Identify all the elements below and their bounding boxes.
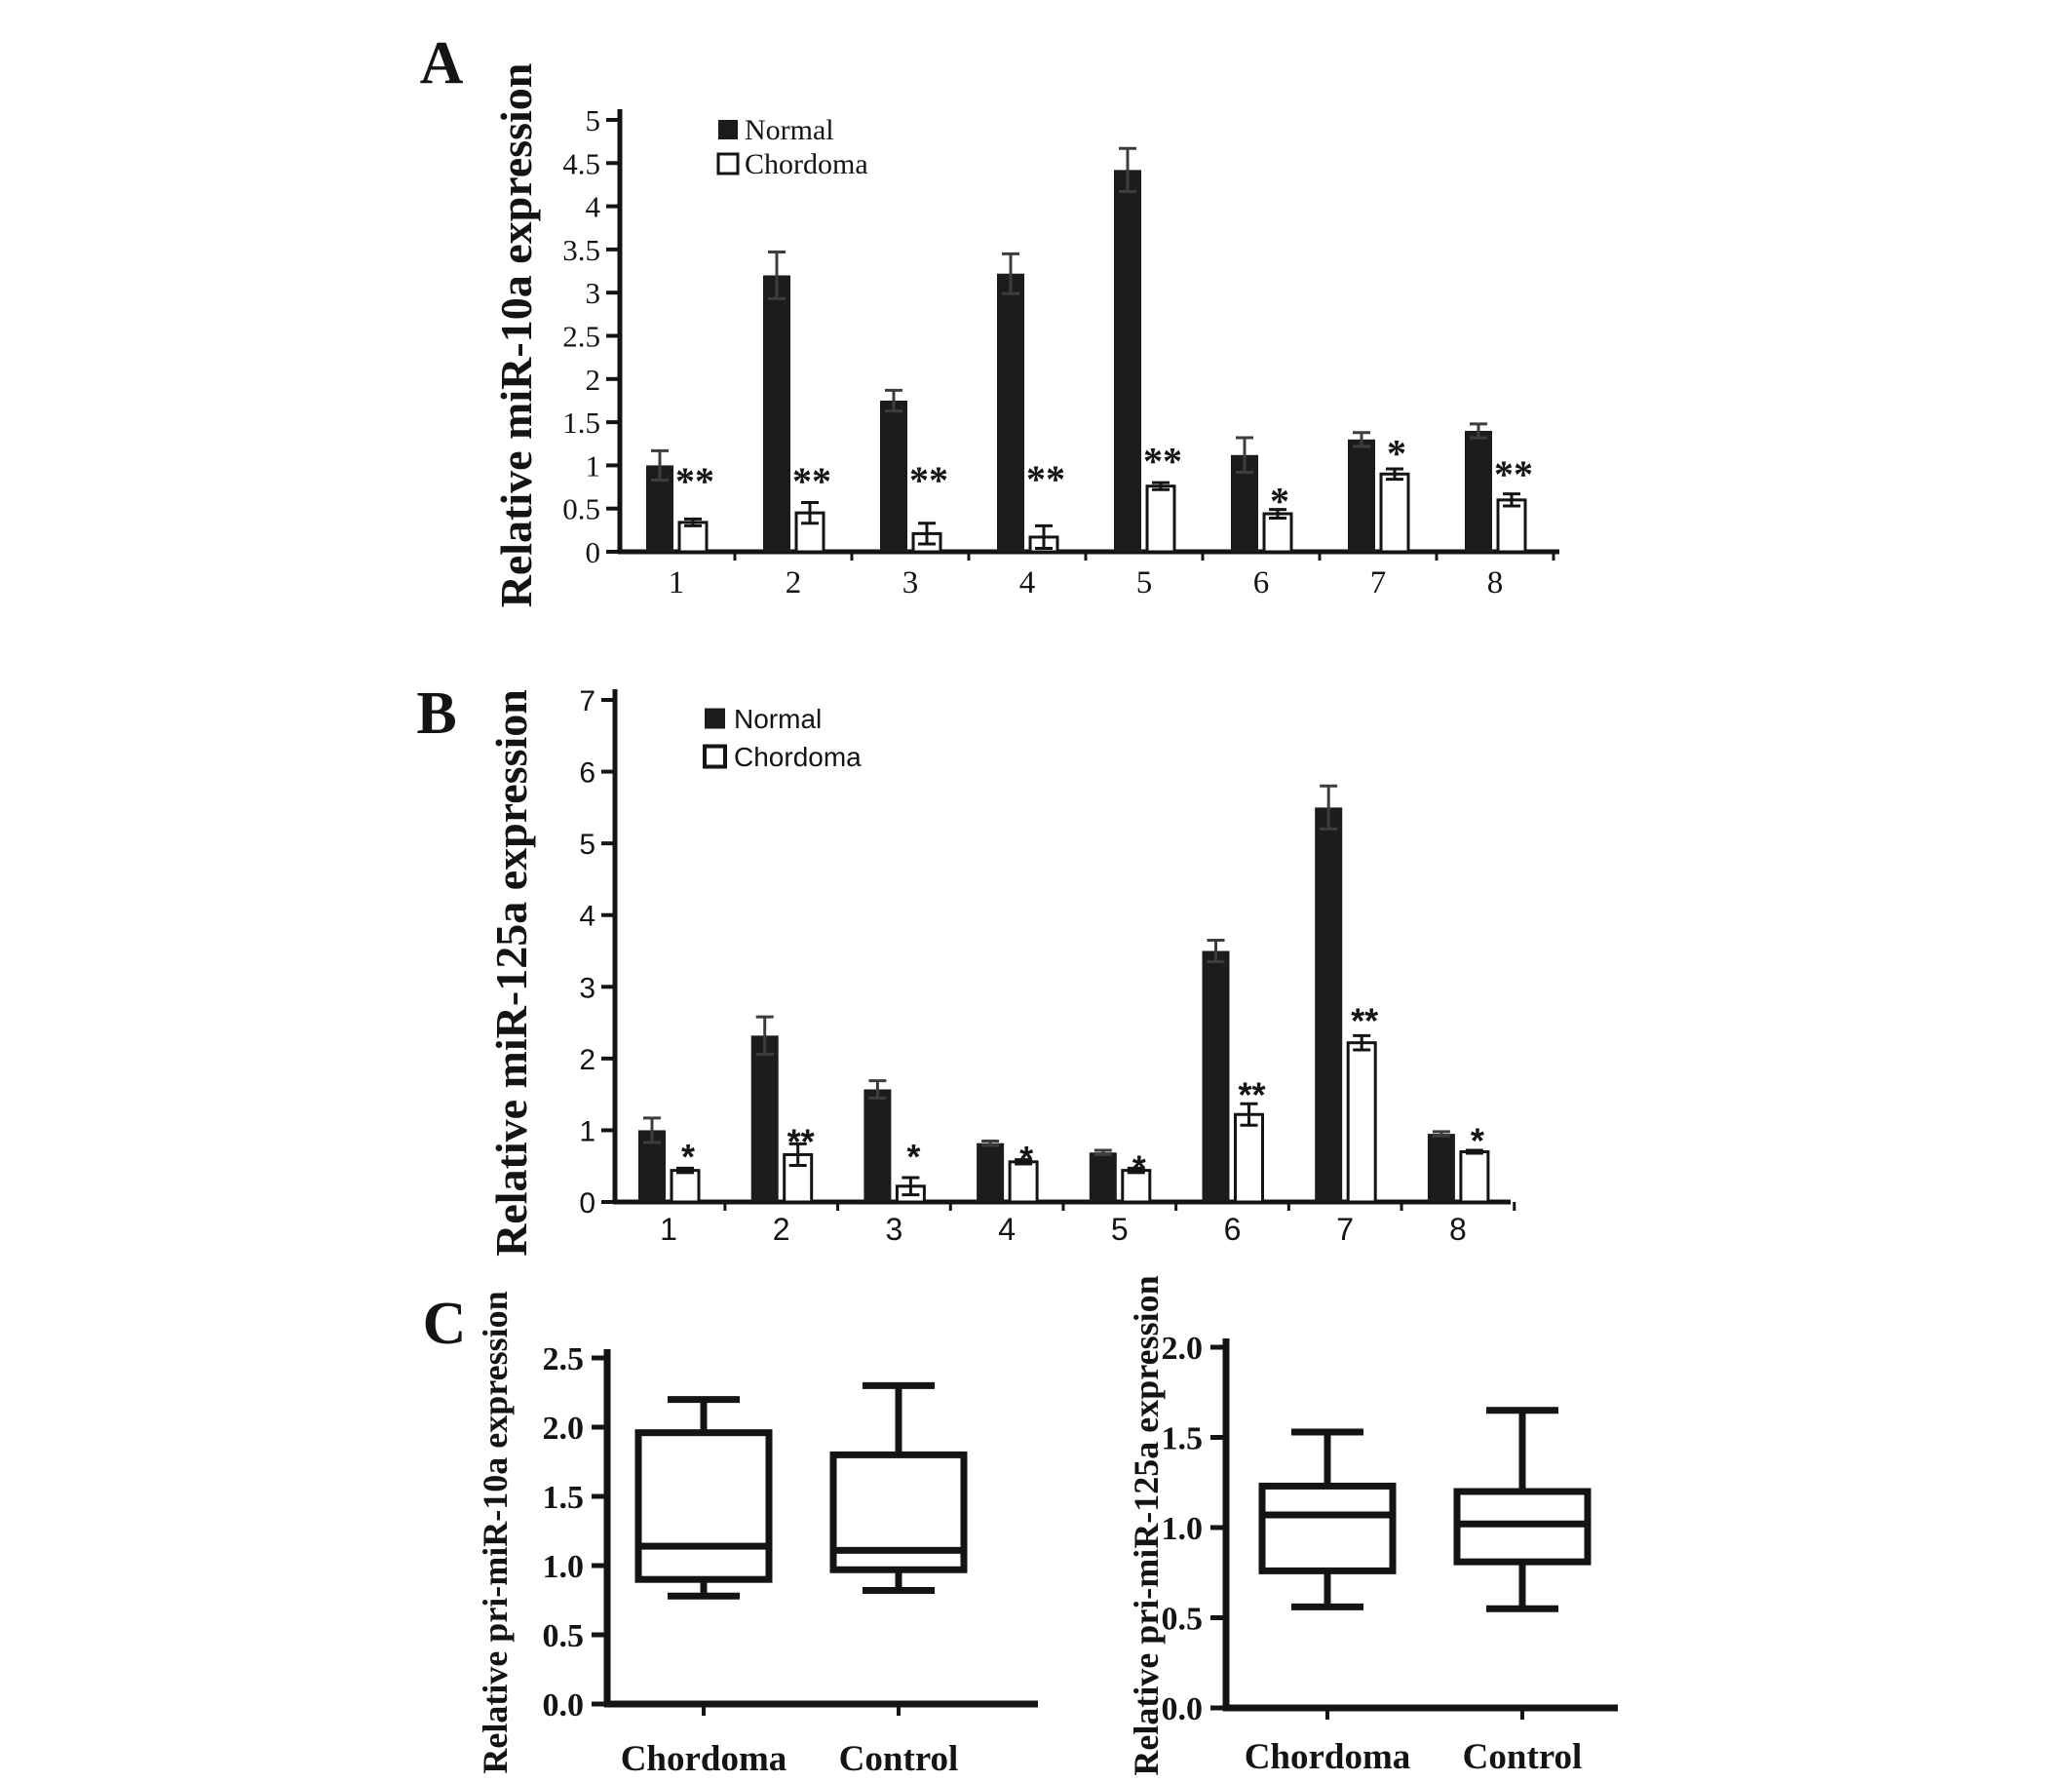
y-tick-label: 4	[585, 189, 600, 224]
bar-normal-7	[1315, 807, 1342, 1202]
x-tick-label-2: 2	[772, 1212, 790, 1247]
significance-mark-8: **	[1494, 451, 1533, 496]
significance-mark-3: **	[909, 458, 948, 503]
category-label-Chordoma: Chordoma	[620, 1739, 787, 1779]
y-tick-label: 2.0	[1161, 1331, 1203, 1367]
x-tick-label-7: 7	[1369, 565, 1387, 600]
y-tick-label: 1.0	[542, 1549, 584, 1585]
bar-chordoma-8	[1498, 500, 1525, 552]
y-tick-label: 7	[579, 685, 595, 717]
bar-normal-4	[977, 1143, 1004, 1202]
bar-chordoma-5	[1147, 486, 1174, 552]
y-tick-label: 3	[579, 972, 595, 1005]
x-tick-label-5: 5	[1110, 1212, 1129, 1247]
panel-c-left-box-plot	[476, 1291, 1038, 1779]
y-tick-label: 5	[579, 829, 595, 862]
legend-label-chordoma: Chordoma	[745, 148, 868, 180]
y-tick-label: 2.5	[562, 319, 600, 354]
legend-label-normal: Normal	[734, 704, 823, 734]
y-tick-label: 2.0	[542, 1411, 584, 1447]
significance-mark-1: *	[680, 1136, 696, 1177]
significance-mark-1: **	[675, 458, 714, 503]
y-tick-label: 1.5	[1161, 1420, 1203, 1457]
significance-mark-6: *	[1270, 479, 1289, 523]
y-tick-label: 5	[585, 103, 600, 137]
bar-normal-5	[1114, 170, 1141, 552]
y-tick-label: 0	[585, 535, 600, 569]
y-axis-label: Relative pri-miR-125a expression	[1127, 1275, 1166, 1776]
y-tick-label: 1.5	[562, 406, 600, 441]
significance-mark-5: *	[1132, 1147, 1146, 1188]
significance-mark-2: **	[787, 1121, 815, 1162]
x-tick-label-6: 6	[1252, 565, 1270, 600]
x-tick-label-8: 8	[1449, 1212, 1467, 1247]
y-tick-label: 0.5	[562, 491, 600, 526]
panel-c-right-box-plot	[1127, 1275, 1618, 1777]
significance-mark-4: **	[1026, 457, 1065, 502]
x-tick-label-3: 3	[885, 1212, 903, 1247]
y-tick-label: 0.5	[1161, 1601, 1203, 1638]
y-tick-label: 3.5	[562, 232, 600, 267]
y-axis-label: Relative pri-miR-10a expression	[476, 1291, 515, 1774]
x-tick-label-7: 7	[1336, 1212, 1355, 1247]
y-tick-label: 2	[579, 1043, 595, 1076]
bar-normal-6	[1203, 951, 1230, 1203]
x-tick-label-1: 1	[660, 1212, 677, 1247]
y-tick-label: 1	[585, 448, 600, 484]
significance-mark-4: *	[1019, 1138, 1034, 1179]
x-tick-label-4: 4	[1018, 565, 1036, 600]
significance-mark-8: *	[1470, 1120, 1484, 1161]
panel-b-letter: B	[416, 680, 457, 747]
bar-chordoma-7	[1348, 1043, 1375, 1202]
y-axis-label: Relative miR-125a expression	[486, 689, 536, 1257]
significance-mark-2: **	[792, 458, 831, 503]
bar-normal-7	[1348, 440, 1375, 552]
y-tick-label: 1	[579, 1115, 595, 1148]
significance-mark-6: **	[1238, 1074, 1266, 1115]
y-tick-label: 6	[579, 756, 595, 790]
legend-label-chordoma: Chordoma	[734, 742, 862, 772]
category-label-Control: Control	[838, 1739, 959, 1779]
y-tick-label: 2	[585, 362, 600, 397]
panel-a-letter: A	[419, 30, 464, 97]
x-tick-label-3: 3	[902, 565, 919, 600]
legend-swatch-normal	[705, 709, 725, 729]
significance-mark-5: **	[1143, 439, 1182, 484]
box-Chordoma	[1262, 1486, 1393, 1570]
category-label-Control: Control	[1462, 1737, 1583, 1777]
x-tick-label-5: 5	[1135, 565, 1153, 600]
significance-mark-3: *	[906, 1136, 921, 1177]
bar-normal-8	[1465, 431, 1492, 552]
x-tick-label-1: 1	[668, 565, 685, 600]
panel-b-bar-chart	[486, 685, 1515, 1257]
bar-normal-5	[1090, 1152, 1117, 1202]
y-axis-label: Relative miR-10a expression	[491, 62, 541, 608]
y-tick-label: 0.0	[1161, 1691, 1203, 1727]
significance-mark-7: **	[1351, 1000, 1379, 1041]
y-tick-label: 0.5	[542, 1618, 584, 1654]
y-tick-label: 1.5	[542, 1480, 584, 1516]
y-tick-label: 0	[579, 1187, 595, 1220]
bar-normal-3	[880, 401, 907, 552]
x-tick-label-6: 6	[1223, 1212, 1242, 1247]
bar-normal-3	[863, 1089, 891, 1202]
panel-a-bar-chart	[491, 63, 1559, 608]
significance-mark-7: *	[1387, 431, 1406, 476]
panel-c-letter: C	[422, 1291, 467, 1357]
y-tick-label: 4.5	[562, 146, 600, 181]
legend-swatch-chordoma	[718, 154, 738, 174]
y-tick-label: 0.0	[542, 1687, 584, 1724]
x-tick-label-4: 4	[998, 1212, 1016, 1247]
bar-normal-8	[1428, 1134, 1455, 1202]
y-tick-label: 2.5	[542, 1341, 584, 1377]
category-label-Chordoma: Chordoma	[1244, 1737, 1411, 1777]
y-tick-label: 3	[585, 276, 600, 311]
legend-swatch-normal	[718, 120, 738, 139]
bar-chordoma-6	[1236, 1114, 1263, 1202]
bar-chordoma-7	[1381, 474, 1408, 552]
legend-label-normal: Normal	[745, 114, 834, 146]
bar-normal-4	[997, 274, 1024, 552]
x-tick-label-8: 8	[1486, 565, 1504, 600]
legend-swatch-chordoma	[705, 747, 725, 767]
box-Chordoma	[638, 1433, 769, 1580]
bar-normal-2	[751, 1035, 779, 1202]
x-tick-label-2: 2	[785, 565, 802, 600]
y-tick-label: 1.0	[1161, 1511, 1203, 1547]
y-tick-label: 4	[579, 900, 595, 933]
bar-normal-2	[763, 275, 790, 552]
